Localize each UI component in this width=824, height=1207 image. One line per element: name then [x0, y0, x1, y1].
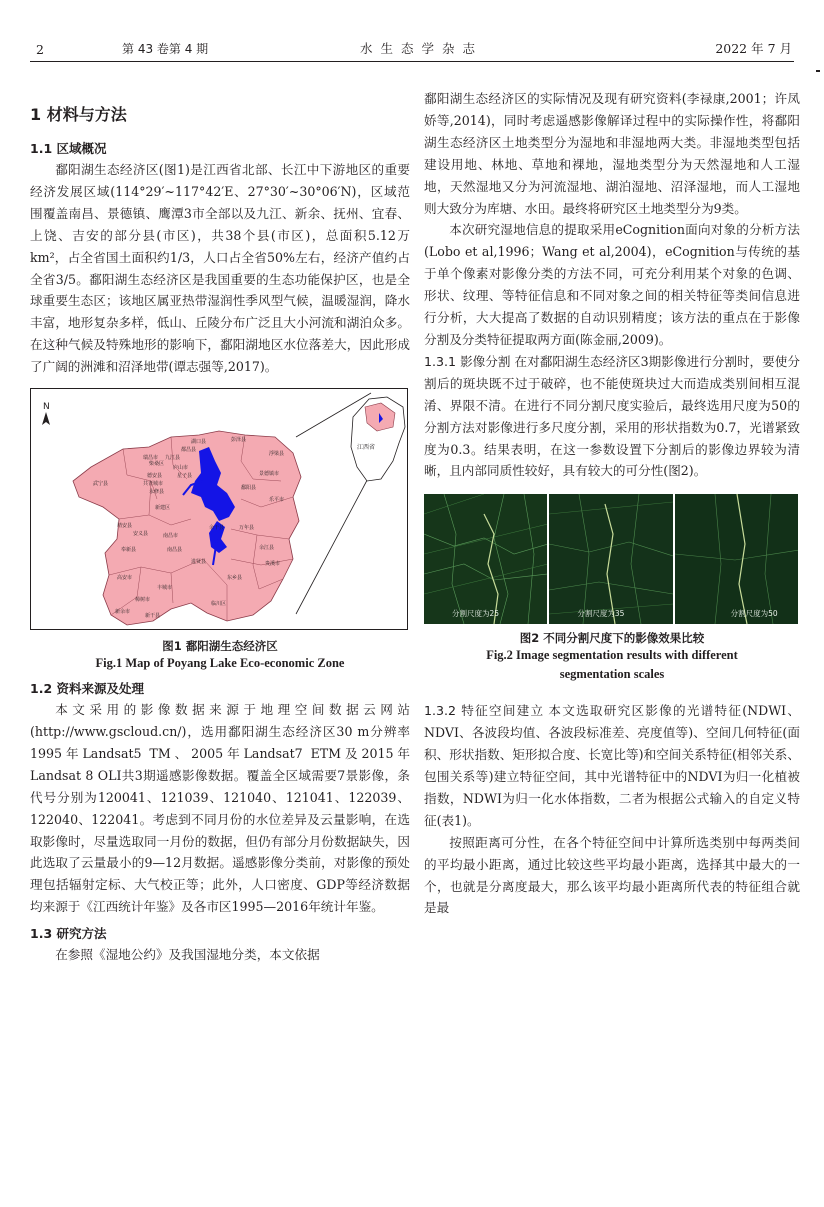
subsection-title-1-3-2: 1.3.2 特征空间建立	[424, 703, 545, 719]
svg-text:景德镇市: 景德镇市	[259, 471, 280, 478]
svg-text:南昌县: 南昌县	[167, 547, 183, 554]
inset-jiangxi-map	[351, 397, 405, 481]
svg-text:进贤县: 进贤县	[191, 559, 207, 566]
north-arrow-icon	[42, 402, 50, 425]
svg-text:贵溪市: 贵溪市	[265, 561, 281, 568]
paragraph-methods-start: 在参照《湿地公约》及我国湿地分类，本文依据	[55, 947, 320, 963]
edge-mark	[816, 70, 820, 72]
segmentation-image-50	[675, 494, 798, 624]
svg-text:安义县: 安义县	[133, 531, 149, 538]
journal-name: 水生态学杂志	[360, 41, 484, 56]
section-title: 1 材料与方法	[30, 105, 127, 124]
svg-text:浮梁县: 浮梁县	[269, 451, 285, 458]
svg-text:新建区: 新建区	[155, 505, 171, 512]
svg-text:樟树市: 樟树市	[135, 597, 151, 604]
svg-text:乐平市: 乐平市	[269, 497, 285, 504]
svg-text:鄱阳县: 鄱阳县	[241, 485, 257, 492]
segmentation-label-50: 分割尺度为50	[730, 609, 778, 619]
paragraph-feature-space	[424, 700, 800, 831]
segmentation-label-25: 分割尺度为25	[452, 609, 500, 619]
subsection-title-1-3-1: 1.3.1 影像分割	[424, 353, 511, 369]
svg-text:瑞昌市: 瑞昌市	[143, 455, 159, 462]
svg-text:新干县: 新干县	[145, 613, 161, 620]
running-header	[30, 40, 794, 62]
figure-2-caption-en-line1: Fig.2 Image segmentation results with different	[486, 648, 738, 663]
zone-polygon	[73, 431, 301, 625]
right-column	[424, 88, 800, 919]
paragraph-separability: 按照距离可分性，在各个特征空间中计算所选类别中每两类间的平均最小距离，通过比较这些平均最小距离，选择其中最大的一个，也就是分离度最大，那么该平均最小距离所代表的特征组合就是最	[424, 834, 800, 916]
paragraph-land-classification: 鄱阳湖生态经济区的实际情况及现有研究资料(李禄康,2001；许凤娇等,2014)，同时考虑遥感影像解译过程中的实际操作性，将鄱阳湖生态经济区土地类型分为湿地和非湿地两大类。非湿地类型包括建设用地、林地、草地和裸地，湿地类型分为天然湿地和人工湿地，天然湿地又分为河流湿地、湖泊湿地、沼泽湿地，而人工湿地则大致分为库塘、水田。最终将研究区土地类型分为9类。	[424, 91, 800, 216]
svg-text:靖安县: 靖安县	[117, 523, 133, 530]
subsection-title-1-2: 1.2 资料来源及处理	[30, 681, 144, 697]
figure-1-caption-cn: 图1 鄱阳湖生态经济区	[162, 639, 278, 654]
volume-issue: 第 43 卷第 4 期	[122, 42, 209, 56]
svg-text:柴桑区: 柴桑区	[149, 461, 165, 468]
svg-text:都昌县: 都昌县	[181, 447, 197, 454]
svg-text:丰城市: 丰城市	[157, 585, 173, 592]
svg-text:余干县: 余干县	[209, 525, 225, 532]
svg-text:湖口县: 湖口县	[191, 439, 207, 446]
svg-text:余江县: 余江县	[259, 545, 275, 552]
svg-text:奉新县: 奉新县	[121, 547, 137, 554]
inset-label: 江西省	[357, 444, 376, 452]
paragraph-image-segmentation	[424, 351, 800, 482]
segmentation-panel-25	[424, 494, 547, 624]
segmentation-panel-50	[675, 494, 798, 624]
figure-2-segmentation	[424, 494, 798, 624]
map-graphic	[31, 389, 409, 631]
subsection-title-1-3: 1.3 研究方法	[30, 926, 107, 942]
paragraph-ecognition: 本次研究湿地信息的提取采用eCognition面向对象的分析方法(Lobo et al,1996；Wang et al,2004)，eCognition与传统的基于单个像素对影像分类的方法不同，可充分利用某个对象的色调、形状、纹理、等特征信息和不同对象之间的相关特征等类间信息进行分析，大大提高了数据的自动识别精度；该方法的重点在于影像分割及分类特征提取两方面(陈金丽,2009)。	[424, 222, 800, 347]
svg-text:东乡县: 东乡县	[227, 575, 243, 582]
issue-date: 2022 年 7 月	[715, 41, 792, 56]
svg-text:星子县: 星子县	[177, 473, 193, 480]
paragraph-data-source: 本文采用的影像数据来源于地理空间数据云网站(http://www.gscloud.cn/)，选用鄱阳湖生态经济区30 m分辨率1995年Landsat5 TM、2005年Landsat7 ETM及2015年Landsat 8 OLI共3期遥感影像数据。覆盖全区域需要7景影像，条代号分别为120041、121039、121040、121041、122039、122040、122041。考虑到不同月份的水位差异及云量影响，在选取影像时，尽量选取同一月份的数据，但仍有部分月份数据缺失，因此选取了云量最小的9—12月数据。遥感影像分类前，对影像的预处理包括辐射定标、大气校正等；此外，人口密度、GDP等经济数据均来源于《江西统计年鉴》及各市区1995—2016年统计年鉴。	[30, 702, 410, 915]
segmentation-label-35: 分割尺度为35	[577, 609, 625, 619]
left-column	[30, 90, 410, 966]
figure-1-caption-en: Fig.1 Map of Poyang Lake Eco-economic Zone	[95, 656, 345, 671]
svg-text:武宁县: 武宁县	[93, 481, 109, 488]
svg-text:共青城市: 共青城市	[143, 481, 164, 488]
svg-text:庐山市: 庐山市	[173, 465, 189, 472]
paragraph-region-overview: 鄱阳湖生态经济区(图1)是江西省北部、长江中下游地区的重要经济发展区域(114°29′~117°42′E、27°30′~30°06′N)，区域范围覆盖南昌、景德镇、鹰潭3市全部以及九江、新余、抚州、宜春、上饶、吉安的部分县(市区)，共38个县(市区)，总面积5.12万 km²，占全省国土面积约1/3，人口占全省50%左右，经济产值约占全省3/5。鄱阳湖生态经济区是我国重要的生态功能保护区，也是全球重要生态区；该地区属亚热带湿润性季风型气候，温暖湿润，降水丰富，地形复杂多样，低山、丘陵分布广泛且大小河流和湖泊众多。在这种气候及特殊地形的影响下，鄱阳湖地区水位落差大，因此形成了广阔的洲滩和沼泽地带(谭志强等,2017)。	[30, 162, 410, 375]
north-label: N	[43, 402, 50, 413]
svg-text:南昌市: 南昌市	[163, 533, 179, 540]
feature-space-text: 本文选取研究区影像的光谱特征(NDWI、NDVI、各波段均值、各波段标准差、亮度值等)、空间几何特征(面积、形状指数、矩形拟合度、长宽比等)和空间关系特征(相邻关系、包围关系等)建立特征空间，其中光谱特征中的NDVI为归一化植被指数，NDWI为归一化水体指数，二者为根据公式输入的自定义特征(表1)。	[424, 703, 800, 828]
figure-1-map	[30, 388, 408, 630]
subsection-title-1-1: 1.1 区域概况	[30, 141, 107, 156]
svg-text:德安县: 德安县	[147, 473, 163, 480]
svg-text:九江县: 九江县	[165, 455, 181, 462]
segmentation-image-35	[549, 494, 672, 624]
image-segmentation-text: 在对鄱阳湖生态经济区3期影像进行分割时，要使分割后的斑块既不过于破碎，也不能使斑块过大而造成类别间相互混淆、界限不清。在进行不同分割尺度实验后，最终选用尺度为50的分割方法对影像进行多尺度分割，采用的形状指数为0.7，光谱紧致度为0.3。结果表明，在这一参数设置下分割后的影像边界较为清晰，且内部同质性较好，具有较大的可分性(图2)。	[424, 353, 800, 479]
segmentation-image-25	[424, 494, 547, 624]
svg-text:万年县: 万年县	[239, 525, 255, 532]
page-number: 2	[36, 42, 44, 57]
svg-text:高安市: 高安市	[117, 575, 133, 582]
svg-text:彭泽县: 彭泽县	[231, 437, 247, 444]
svg-text:永修县: 永修县	[149, 489, 165, 496]
segmentation-panel-35	[549, 494, 672, 624]
figure-2-caption-cn: 图2 不同分割尺度下的影像效果比较	[519, 631, 705, 646]
svg-text:新余市: 新余市	[115, 609, 131, 616]
svg-text:临川区: 临川区	[211, 601, 227, 608]
inset-leader-line-bottom	[296, 469, 373, 614]
figure-2-caption-en-line2: segmentation scales	[559, 667, 665, 682]
